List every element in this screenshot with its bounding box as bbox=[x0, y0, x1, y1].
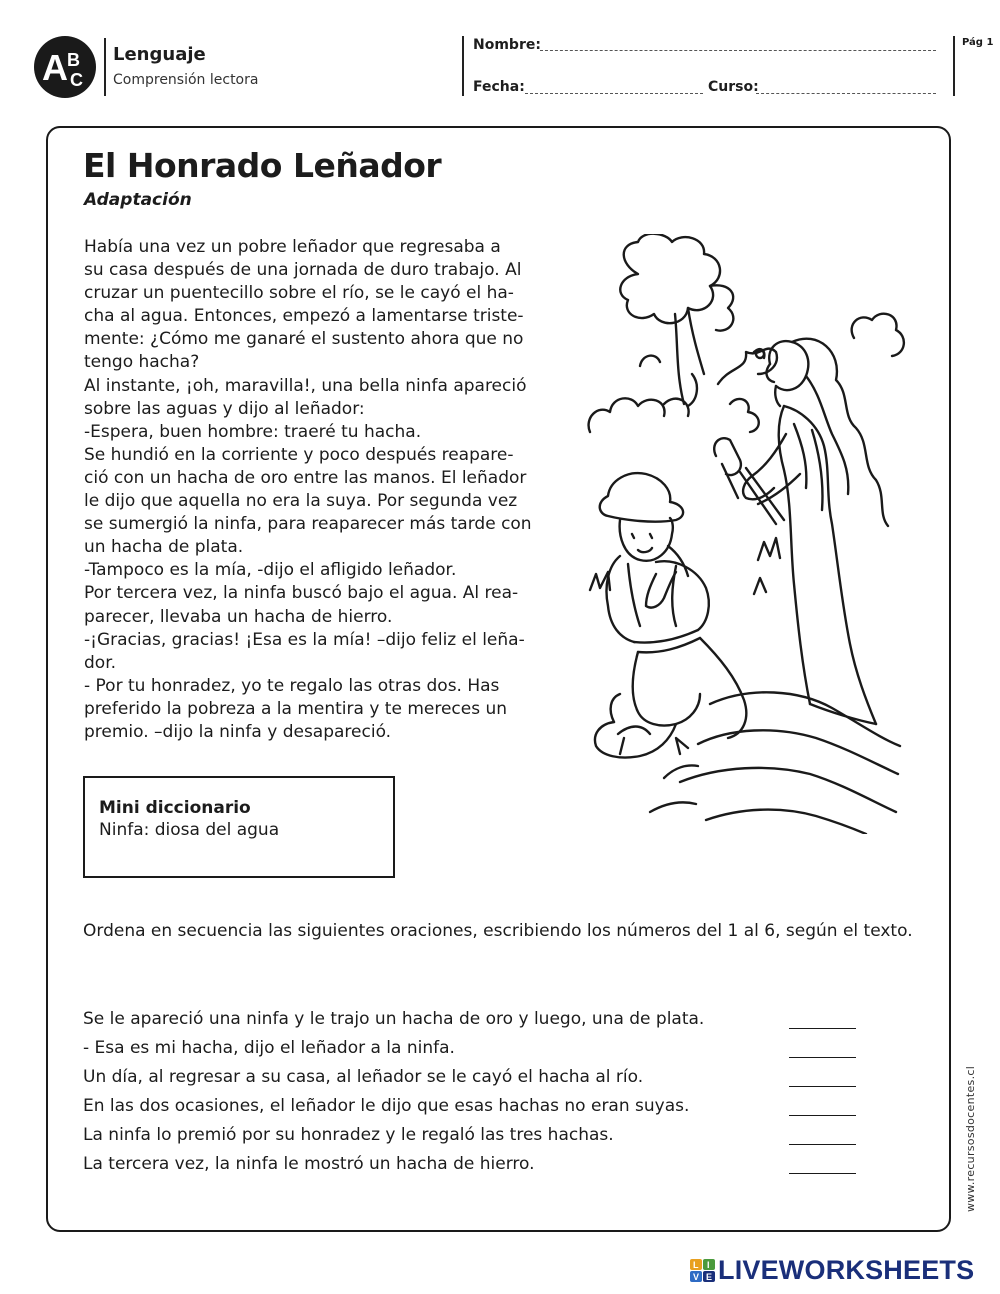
name-label: Nombre: bbox=[473, 37, 541, 53]
story-line: cha al agua. Entonces, empezó a lamentarse triste- bbox=[84, 306, 524, 327]
logo-tile-l: L bbox=[693, 1260, 699, 1270]
date-label: Fecha: bbox=[473, 79, 525, 95]
sequence-item: La tercera vez, la ninfa le mostró un hacha de hierro. bbox=[83, 1154, 535, 1174]
story-line: Había una vez un pobre leñador que regresaba a bbox=[84, 237, 501, 257]
logo-tile-e: E bbox=[706, 1272, 713, 1282]
course-label: Curso: bbox=[708, 79, 759, 95]
sequence-item: La ninfa lo premió por su honradez y le regaló las tres hachas. bbox=[83, 1125, 614, 1145]
story-line: dor. bbox=[84, 652, 117, 673]
logo-letter-a: A bbox=[42, 47, 68, 88]
dictionary-title: Mini diccionario bbox=[99, 798, 251, 818]
sequence-answer-input[interactable] bbox=[789, 1096, 856, 1116]
name-field[interactable] bbox=[540, 50, 936, 51]
abc-logo bbox=[34, 36, 96, 98]
dictionary-definition: Ninfa: diosa del agua bbox=[99, 820, 280, 840]
logo-tile-i: I bbox=[707, 1260, 710, 1270]
logo-tile-v: V bbox=[693, 1272, 700, 1282]
sequence-item: Un día, al regresar a su casa, al leñador se le cayó el hacha al río. bbox=[83, 1067, 644, 1087]
story-line: parecer, llevaba un hacha de hierro. bbox=[84, 606, 393, 627]
course-field[interactable] bbox=[756, 93, 936, 94]
sequence-item: Se le apareció una ninfa y le trajo un hacha de oro y luego, una de plata. bbox=[83, 1009, 705, 1029]
story-line: -Tampoco es la mía, -dijo el afligido leñador. bbox=[84, 560, 457, 581]
story-line: Al instante, ¡oh, maravilla!, una bella ninfa apareció bbox=[84, 375, 527, 396]
story-line: Se hundió en la corriente y poco después reapare- bbox=[84, 444, 514, 465]
page-number: Pág 1 bbox=[962, 37, 994, 48]
form-left-border bbox=[462, 36, 464, 96]
subject-title: Lenguaje bbox=[113, 44, 206, 65]
story-line: - Por tu honradez, yo te regalo las otras dos. Has bbox=[84, 675, 500, 696]
header-divider bbox=[104, 38, 106, 96]
sequence-item: - Esa es mi hacha, dijo el leñador a la ninfa. bbox=[83, 1038, 455, 1058]
story-line: mente: ¿Cómo me ganaré el sustento ahora que no bbox=[84, 329, 524, 350]
exercise-instructions: Ordena en secuencia las siguientes oraciones, escribiendo los números del 1 al 6, según el texto. bbox=[83, 921, 913, 941]
story-line: le dijo que aquella no era la suya. Por segunda vez bbox=[84, 491, 518, 512]
side-url: www.recursosdocentes.cl bbox=[964, 1065, 977, 1212]
story-line: -¡Gracias, gracias! ¡Esa es la mía! –dijo feliz el leña- bbox=[84, 629, 525, 650]
story-line: premio. –dijo la ninfa y desapareció. bbox=[84, 721, 392, 742]
sequence-answer-input[interactable] bbox=[789, 1009, 856, 1029]
sequence-answer-input[interactable] bbox=[789, 1038, 856, 1058]
sequence-answer-input[interactable] bbox=[789, 1154, 856, 1174]
story-line: cruzar un puentecillo sobre el río, se le cayó el ha- bbox=[84, 283, 514, 304]
form-right-border bbox=[953, 36, 955, 96]
sequence-answer-input[interactable] bbox=[789, 1067, 856, 1087]
sequence-answer-input[interactable] bbox=[789, 1125, 856, 1145]
woodcutter-nymph-illustration bbox=[580, 234, 910, 834]
story-line: sobre las aguas y dijo al leñador: bbox=[84, 398, 365, 419]
mini-dictionary-box bbox=[83, 776, 395, 878]
story-text bbox=[84, 236, 584, 744]
story-line: Por tercera vez, la ninfa buscó bajo el agua. Al rea- bbox=[84, 583, 519, 604]
story-subtitle: Adaptación bbox=[84, 190, 192, 210]
story-line: ció con un hacha de oro entre las manos. El leñador bbox=[84, 467, 527, 488]
logo-letter-b: B bbox=[67, 50, 80, 70]
story-line: su casa después de una jornada de duro trabajo. Al bbox=[84, 260, 522, 281]
story-line: tengo hacha? bbox=[84, 352, 200, 373]
story-line: preferido la pobreza a la mentira y te mereces un bbox=[84, 698, 508, 719]
sequence-item: En las dos ocasiones, el leñador le dijo que esas hachas no eran suyas. bbox=[83, 1096, 690, 1116]
story-title: El Honrado Leñador bbox=[83, 146, 442, 185]
subject-subtitle: Comprensión lectora bbox=[113, 72, 259, 88]
story-line: un hacha de plata. bbox=[84, 537, 244, 558]
liveworksheets-logo-icon bbox=[690, 1259, 716, 1283]
story-line: se sumergió la ninfa, para reaparecer más tarde con bbox=[84, 514, 532, 535]
brand-name: LIVEWORKSHEETS bbox=[718, 1255, 975, 1285]
story-line: -Espera, buen hombre: traeré tu hacha. bbox=[84, 421, 422, 442]
date-field[interactable] bbox=[525, 93, 703, 94]
logo-letter-c: C bbox=[70, 70, 83, 90]
